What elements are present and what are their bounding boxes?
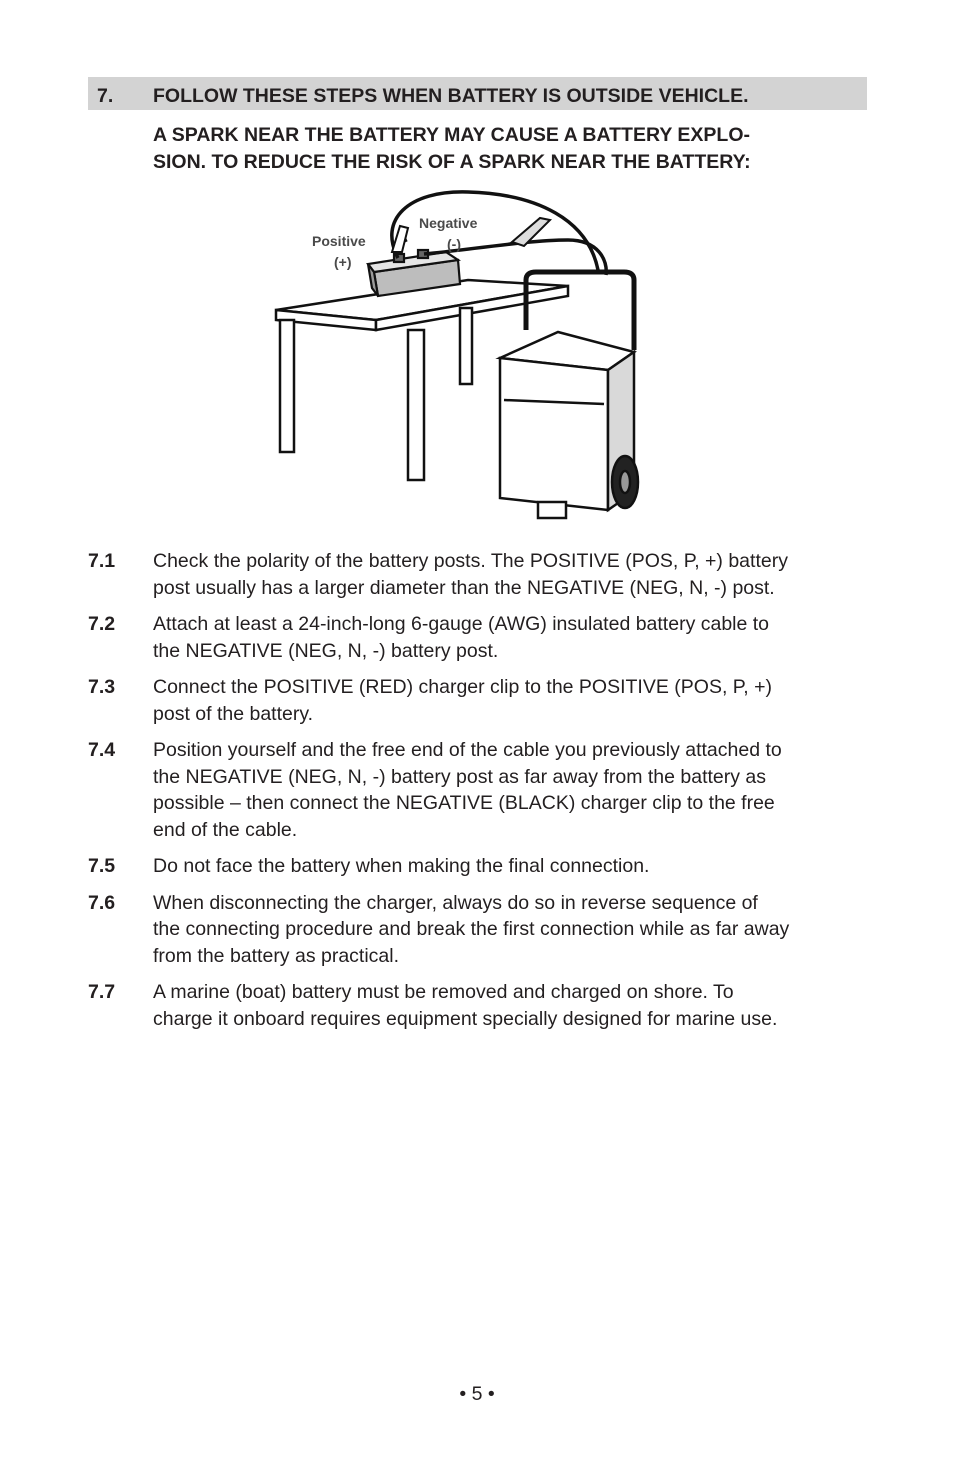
step-item: [88, 548, 868, 601]
step-text: [153, 548, 868, 601]
step-item: [88, 737, 868, 843]
step-line: Attach at least a 24-inch-long 6-gauge (AWG) insulated battery cable to: [153, 613, 770, 635]
step-number: 7.2: [88, 613, 116, 635]
step-line: the connecting procedure and break the first connection while as far away: [153, 918, 790, 940]
positive-label: Positive: [312, 233, 366, 249]
step-line: post usually has a larger diameter than the NEGATIVE (NEG, N, -) post.: [153, 576, 775, 599]
step-number: 7.7: [88, 981, 116, 1003]
step-line: Position yourself and the free end of the cable you previously attached to: [153, 739, 782, 761]
step-line: from the battery as practical.: [153, 944, 400, 967]
step-line: A marine (boat) battery must be removed and charged on shore. To: [153, 981, 734, 1003]
positive-sign-label: (+): [334, 254, 352, 270]
step-line: charge it onboard requires equipment specially designed for marine use.: [153, 1007, 778, 1030]
step-number: 7.1: [88, 550, 116, 572]
warning-line: SION. TO REDUCE THE RISK OF A SPARK NEAR THE BATTERY:: [153, 151, 751, 173]
warning-line: A SPARK NEAR THE BATTERY MAY CAUSE A BATTERY EXPLO-: [153, 124, 750, 146]
charger-icon: [500, 272, 638, 518]
step-text: [153, 674, 868, 727]
negative-label: Negative: [419, 215, 478, 231]
step-line: end of the cable.: [153, 818, 298, 841]
step-text: [153, 890, 868, 970]
step-number: 7.5: [88, 855, 116, 877]
step-text: [153, 737, 868, 843]
section-number: 7.: [97, 85, 114, 107]
step-line: post of the battery.: [153, 702, 314, 725]
step-item: [88, 853, 868, 880]
step-line: the NEGATIVE (NEG, N, -) battery post.: [153, 639, 499, 662]
step-line: Do not face the battery when making the final connection.: [153, 855, 650, 877]
section-header: [88, 77, 867, 110]
illustration-svg: [268, 180, 658, 530]
step-number: 7.4: [88, 739, 116, 761]
step-text: [153, 611, 868, 664]
step-text: [153, 979, 868, 1032]
spark-warning: [153, 122, 853, 176]
step-item: [88, 611, 868, 664]
battery-charger-illustration: [268, 180, 658, 530]
step-item: [88, 890, 868, 970]
step-text: [153, 853, 868, 880]
step-item: [88, 674, 868, 727]
step-line: the NEGATIVE (NEG, N, -) battery post as far away from the battery as: [153, 765, 767, 788]
step-line: When disconnecting the charger, always do so in reverse sequence of: [153, 891, 758, 914]
step-line: possible – then connect the NEGATIVE (BLACK) charger clip to the free: [153, 792, 775, 814]
step-number: 7.3: [88, 676, 116, 698]
step-line: Check the polarity of the battery posts. The POSITIVE (POS, P, +) battery: [153, 550, 788, 572]
page-number: • 5 •: [459, 1383, 495, 1405]
negative-sign-label: (-): [447, 236, 461, 252]
steps-list: [88, 548, 868, 1042]
step-line: Connect the POSITIVE (RED) charger clip to the POSITIVE (POS, P, +): [153, 676, 773, 698]
step-item: [88, 979, 868, 1032]
step-number: 7.6: [88, 891, 116, 914]
section-title: FOLLOW THESE STEPS WHEN BATTERY IS OUTSIDE VEHICLE.: [153, 85, 749, 107]
